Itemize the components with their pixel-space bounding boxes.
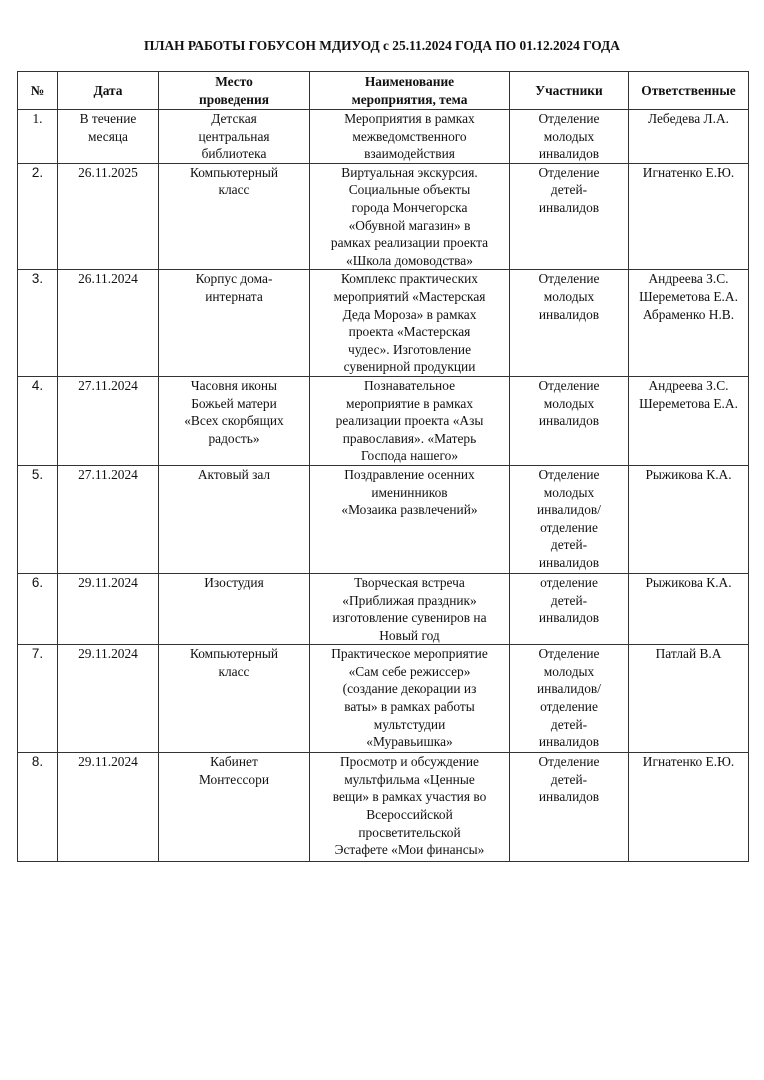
- cell-event: [310, 163, 510, 270]
- cell-event-line: Эстафете «Мои финансы»: [334, 842, 485, 858]
- cell-date-line: В течение: [79, 111, 137, 126]
- cell-event-line: сувенирной продукции: [343, 359, 476, 375]
- cell-event: [310, 376, 510, 465]
- table-row: [18, 573, 749, 644]
- cell-date: [58, 645, 159, 753]
- cell-participants-line: молодых: [543, 128, 595, 144]
- cell-event-line: Мероприятия в рамках: [344, 111, 475, 126]
- cell-date-line: 29.11.2024: [78, 646, 138, 662]
- cell-participants-line: инвалидов: [538, 610, 600, 626]
- table-row: [18, 753, 749, 862]
- header-responsible: Ответственные: [629, 72, 749, 110]
- cell-event-line: Социальные объекты: [348, 182, 471, 198]
- header-place-line: проведения: [199, 92, 269, 107]
- cell-place: [159, 573, 310, 644]
- cell-place-line: класс: [218, 663, 250, 679]
- header-event-line: мероприятия, тема: [351, 92, 468, 107]
- cell-event-line: ваты» в рамках работы: [344, 699, 475, 715]
- cell-num: 1.: [18, 110, 58, 164]
- cell-place-line: класс: [218, 182, 250, 198]
- cell-place-line: Часовня иконы: [190, 377, 278, 393]
- cell-participants-line: инвалидов: [538, 734, 600, 750]
- cell-place-line: Кабинет: [210, 754, 258, 770]
- cell-place: [159, 270, 310, 377]
- cell-event-line: мультфильма «Ценные: [344, 771, 475, 787]
- cell-participants-line: детей-: [550, 537, 588, 553]
- cell-event-line: просветительской: [358, 824, 461, 840]
- table-row: [18, 163, 749, 270]
- cell-date-line: 26.11.2025: [78, 164, 138, 180]
- cell-event-line: Творческая встреча: [354, 574, 465, 590]
- cell-num: 6.: [18, 573, 58, 644]
- cell-event: [310, 465, 510, 573]
- cell-responsible-line: Лебедева Л.А.: [648, 111, 729, 126]
- cell-participants: [510, 110, 629, 164]
- cell-responsible: [629, 465, 749, 573]
- cell-place-line: радость»: [208, 430, 260, 446]
- cell-event-line: мультстудии: [373, 716, 446, 732]
- cell-participants-line: Отделение: [538, 377, 600, 393]
- cell-place-line: интерната: [205, 288, 263, 304]
- cell-responsible-line: Игнатенко Е.Ю.: [642, 754, 735, 770]
- table-row: [18, 376, 749, 465]
- cell-responsible-line: Рыжикова К.А.: [645, 574, 732, 590]
- cell-date: [58, 753, 159, 862]
- cell-event-line: реализации проекта «Азы: [335, 413, 484, 429]
- cell-place-line: центральная: [198, 128, 270, 144]
- cell-event-line: именинников: [371, 484, 448, 500]
- cell-event: [310, 270, 510, 377]
- cell-place: [159, 163, 310, 270]
- cell-participants-line: инвалидов: [538, 554, 600, 570]
- cell-participants-line: детей-: [550, 716, 588, 732]
- cell-date: [58, 270, 159, 377]
- cell-event-line: Практическое мероприятие: [331, 646, 488, 662]
- cell-place-line: библиотека: [201, 146, 267, 162]
- cell-event-line: города Мончегорска: [351, 199, 468, 215]
- cell-participants: [510, 465, 629, 573]
- cell-responsible: [629, 163, 749, 270]
- cell-place-line: Компьютерный: [189, 164, 279, 180]
- cell-event-line: рамках реализации проекта: [330, 235, 489, 251]
- header-date: Дата: [58, 72, 159, 110]
- cell-date-line: 27.11.2024: [78, 377, 138, 393]
- cell-participants-line: инвалидов: [538, 789, 600, 805]
- cell-event-line: мероприятие в рамках: [345, 395, 474, 411]
- cell-place-line: Компьютерный: [189, 646, 279, 662]
- header-place-line: Место: [215, 74, 253, 90]
- cell-place: [159, 110, 310, 164]
- cell-participants-line: инвалидов: [538, 306, 600, 322]
- cell-event-line: мероприятий «Мастерская: [333, 288, 486, 304]
- cell-date-line: 26.11.2024: [78, 271, 138, 287]
- cell-participants-line: инвалидов/: [537, 502, 601, 518]
- cell-responsible-line: Игнатенко Е.Ю.: [642, 164, 735, 180]
- cell-participants-line: Отделение: [538, 111, 600, 126]
- cell-date-line: 29.11.2024: [78, 574, 138, 590]
- cell-place: [159, 753, 310, 862]
- header-participants: Участники: [510, 72, 629, 110]
- cell-participants: [510, 163, 629, 270]
- cell-responsible-line: Андреева З.С.: [648, 271, 729, 287]
- cell-num: 2.: [18, 163, 58, 270]
- cell-participants-line: молодых: [543, 288, 595, 304]
- cell-participants-line: отделение: [540, 519, 598, 535]
- cell-place-line: Монтессори: [198, 771, 269, 787]
- cell-participants-line: инвалидов: [538, 413, 600, 429]
- cell-event-line: «Мозаика развлечений»: [341, 502, 478, 518]
- header-event-line: Наименование: [364, 74, 455, 90]
- cell-participants-line: Отделение: [538, 164, 600, 180]
- cell-event-line: Комплекс практических: [341, 271, 478, 287]
- cell-event-line: проекта «Мастерская: [348, 324, 471, 340]
- cell-event-line: вещи» в рамках участия во: [332, 789, 487, 805]
- cell-participants: [510, 753, 629, 862]
- cell-event-line: Виртуальная экскурсия.: [341, 164, 478, 180]
- cell-event-line: Деда Мороза» в рамках: [342, 306, 477, 322]
- cell-participants: [510, 376, 629, 465]
- cell-place: [159, 376, 310, 465]
- cell-event-line: Познавательное: [363, 377, 456, 393]
- cell-event-line: Всероссийской: [366, 807, 453, 823]
- cell-responsible: [629, 573, 749, 644]
- cell-participants-line: Отделение: [538, 271, 600, 287]
- cell-event-line: изготовление сувениров на: [332, 610, 487, 626]
- table-row: [18, 465, 749, 573]
- cell-event-line: «Приближая праздник»: [342, 592, 477, 608]
- cell-responsible: [629, 110, 749, 164]
- cell-date: [58, 163, 159, 270]
- cell-event-line: Поздравление осенних: [344, 466, 475, 482]
- cell-event-line: Господа нашего»: [360, 448, 459, 464]
- cell-event: [310, 645, 510, 753]
- cell-participants-line: инвалидов: [538, 146, 600, 162]
- cell-place-line: Божьей матери: [191, 395, 277, 411]
- cell-responsible: [629, 270, 749, 377]
- document-title: ПЛАН РАБОТЫ ГОБУСОН МДИУОД с 25.11.2024 ГОДА ПО 01.12.2024 ГОДА: [144, 38, 620, 53]
- cell-participants-line: молодых: [543, 395, 595, 411]
- cell-event: [310, 573, 510, 644]
- cell-place-line: «Всех скорбящих: [184, 413, 284, 429]
- cell-participants-line: Отделение: [538, 754, 600, 770]
- cell-event: [310, 753, 510, 862]
- cell-participants-line: Отделение: [538, 646, 600, 662]
- cell-num: 7.: [18, 645, 58, 753]
- cell-responsible: [629, 753, 749, 862]
- cell-participants-line: молодых: [543, 484, 595, 500]
- cell-responsible: [629, 645, 749, 753]
- cell-event-line: «Школа домоводства»: [346, 252, 473, 268]
- cell-participants: [510, 270, 629, 377]
- cell-num: 4.: [18, 376, 58, 465]
- cell-num: 3.: [18, 270, 58, 377]
- cell-participants: [510, 573, 629, 644]
- cell-place-line: Изостудия: [204, 574, 264, 590]
- header-place: [159, 72, 310, 110]
- cell-participants-line: детей-: [550, 771, 588, 787]
- cell-responsible-line: Андреева З.С.: [648, 377, 729, 393]
- cell-responsible-line: Патлай В.А: [655, 646, 722, 662]
- cell-participants: [510, 645, 629, 753]
- cell-date-line: 29.11.2024: [78, 754, 138, 770]
- cell-date: [58, 376, 159, 465]
- cell-participants-line: инвалидов/: [537, 681, 601, 697]
- cell-participants-line: инвалидов: [538, 199, 600, 215]
- cell-event-line: чудес». Изготовление: [347, 341, 472, 357]
- cell-event: [310, 110, 510, 164]
- cell-place-line: Актовый зал: [197, 466, 271, 482]
- cell-participants-line: детей-: [550, 182, 588, 198]
- table-row: [18, 645, 749, 753]
- cell-responsible-line: Шереметова Е.А.: [639, 395, 738, 411]
- cell-responsible: [629, 376, 749, 465]
- cell-responsible-line: Шереметова Е.А.: [639, 288, 738, 304]
- cell-num: 5.: [18, 465, 58, 573]
- cell-date-line: 27.11.2024: [78, 466, 138, 482]
- cell-event-line: «Обувной магазин» в: [348, 217, 471, 233]
- cell-place-line: Корпус дома-: [195, 271, 273, 287]
- cell-event-line: православия». «Матерь: [342, 430, 477, 446]
- cell-event-line: «Муравьишка»: [366, 734, 453, 750]
- cell-event-line: межведомственного: [352, 128, 467, 144]
- cell-participants-line: Отделение: [538, 466, 600, 482]
- cell-date: [58, 110, 159, 164]
- cell-place: [159, 465, 310, 573]
- cell-place-line: Детская: [211, 111, 257, 126]
- cell-date-line: месяца: [88, 128, 128, 144]
- cell-participants-line: детей-: [550, 592, 588, 608]
- cell-participants-line: отделение: [540, 699, 598, 715]
- table-row: [18, 270, 749, 377]
- cell-date: [58, 465, 159, 573]
- cell-participants-line: молодых: [543, 663, 595, 679]
- cell-responsible-line: Рыжикова К.А.: [645, 466, 732, 482]
- table-row: [18, 110, 749, 164]
- cell-place: [159, 645, 310, 753]
- cell-event-line: Новый год: [379, 627, 440, 643]
- cell-participants-line: отделение: [540, 574, 598, 590]
- cell-responsible-line: Абраменко Н.В.: [642, 306, 735, 322]
- cell-date: [58, 573, 159, 644]
- table-header-row: [18, 72, 749, 110]
- cell-event-line: Просмотр и обсуждение: [340, 754, 479, 770]
- cell-event-line: (создание декорации из: [342, 681, 477, 697]
- table-body: [18, 110, 749, 862]
- cell-num: 8.: [18, 753, 58, 862]
- header-num: №: [18, 72, 58, 110]
- work-plan-table: [17, 71, 749, 862]
- cell-event-line: «Сам себе режиссер»: [348, 663, 471, 679]
- header-event: [310, 72, 510, 110]
- cell-event-line: взаимодействия: [364, 146, 455, 162]
